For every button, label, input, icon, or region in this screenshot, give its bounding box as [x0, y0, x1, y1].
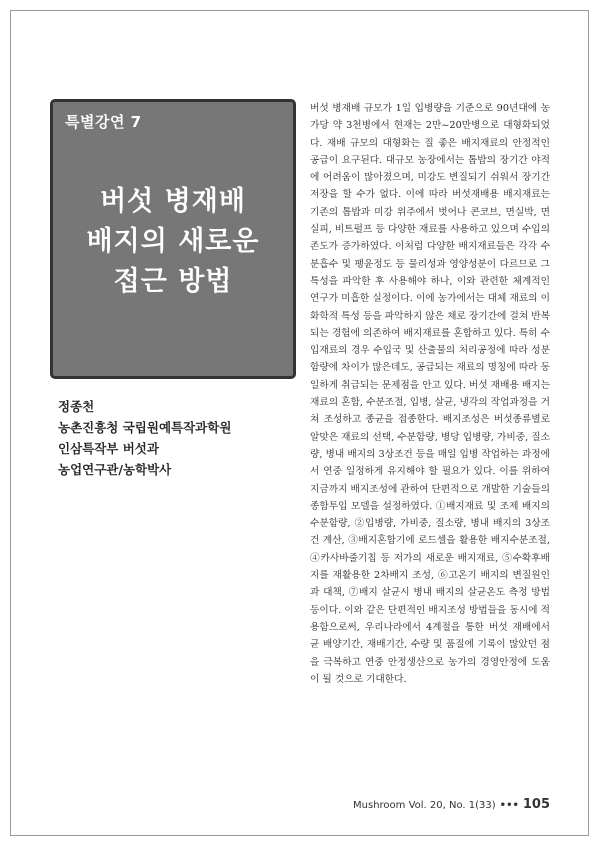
author-info	[58, 396, 298, 480]
author-name: 정종천	[58, 399, 95, 414]
page-number: 105	[522, 797, 550, 812]
title-line-3: 접근 방법	[113, 266, 233, 297]
title-line-2: 배지의 새로운	[86, 226, 260, 257]
page-footer	[353, 797, 550, 812]
article-title	[53, 182, 293, 302]
author-affiliation: 농촌진흥청 국립원예특작과학원	[58, 420, 232, 435]
author-department: 인삼특작부 버섯과	[58, 441, 159, 456]
journal-name: Mushroom Vol. 20, No. 1(33)	[353, 800, 496, 811]
title-line-1: 버섯 병재배	[100, 186, 246, 217]
title-box	[50, 99, 296, 379]
footer-dots: •••	[499, 800, 519, 811]
body-text: 버섯 병재배 규모가 1일 입병량을 기준으로 90년대에 농가당 약 3천병에서 현재는 2만~20만병으로 대형화되었다. 재배 규모의 대형화는 질 좋은 배지재료의 안정적인 공급이 요구된다. 대규모 농장에서는 톱밥의 장기간 야적에 어려움이 많아졌으며, 미강도 변질되기 쉬워서 장기간 저장을 할 수가 없다. 이에 따라 버섯재배용 배지재료는 기존의 톱밥과 미강 위주에서 벗어나 콘코브, 면실박, 면실피, 비트펄프 등 다양한 재료를 사용하고 있으며 수입의존도가 증가하였다. 이처럼 다양한 배지재료들은 각각 수분흡수 및 팽윤정도 등 물리성과 영양성분이 다르므로 그 특성을 파악한 후 사용해야 하나, 이와 관련한 체계적인 연구가 미흡한 실정이다. 이에 농가에서는 대체 재료의 이화학적 특성 등을 파악하지 않은 채로 장기간에 걸쳐 반복되는 경험에 의존하여 배지재료를 혼합하고 있다. 특히 수입재료의 경우 수입국 및 산출물의 처리공정에 따라 성분함량에 차이가 많은데도, 공급되는 재료의 명칭에 따라 동일하게 취급되는 문제점을 안고 있다. 버섯 재배용 배지는 재료의 혼합, 수분조절, 입병, 살균, 냉각의 작업과정을 거쳐 조성하고 종균을 접종한다. 배지조성은 버섯종류별로 알맞은 재료의 선택, 수분함량, 병당 입병량, 가비중, 질소량, 병내 배지의 3상조건 등을 매일 입병 작업하는 과정에서 연중 일정하게 유지해야 할 필요가 있다. 이를 위하여 지금까지 배지조성에 관하여 단편적으로 개발한 기술들의 종합투입 모델을 설정하였다. ①배지재료 및 조제 배지의 수분함량, ②입병량, 가비중, 질소량, 병내 배지의 3상조건 계산, ③배지혼합기에 로드셀을 활용한 배지수분조절, ④카사바줄기칩 등 저가의 새로운 배지재료, ⑤수확후배지를 재활용한 2차배지 조성, ⑥고온기 배지의 변질원인과 대책, ⑦배지 살균시 병내 배지의 살균온도 측정 방법 등이다. 이와 같은 단편적인 배지조성 방법들을 동시에 적용함으로써, 우리나라에서 4계절을 통한 버섯 재배에서 균 배양기간, 재배기간, 수량 및 품질에 기록이 많았던 점을 극복하고 연중 안정생산으로 농가의 경영안정에 도움이 될 것으로 기대한다.	[310, 103, 550, 685]
author-position: 농업연구관/농학박사	[58, 462, 172, 477]
section-label: 특별강연 7	[65, 113, 142, 131]
